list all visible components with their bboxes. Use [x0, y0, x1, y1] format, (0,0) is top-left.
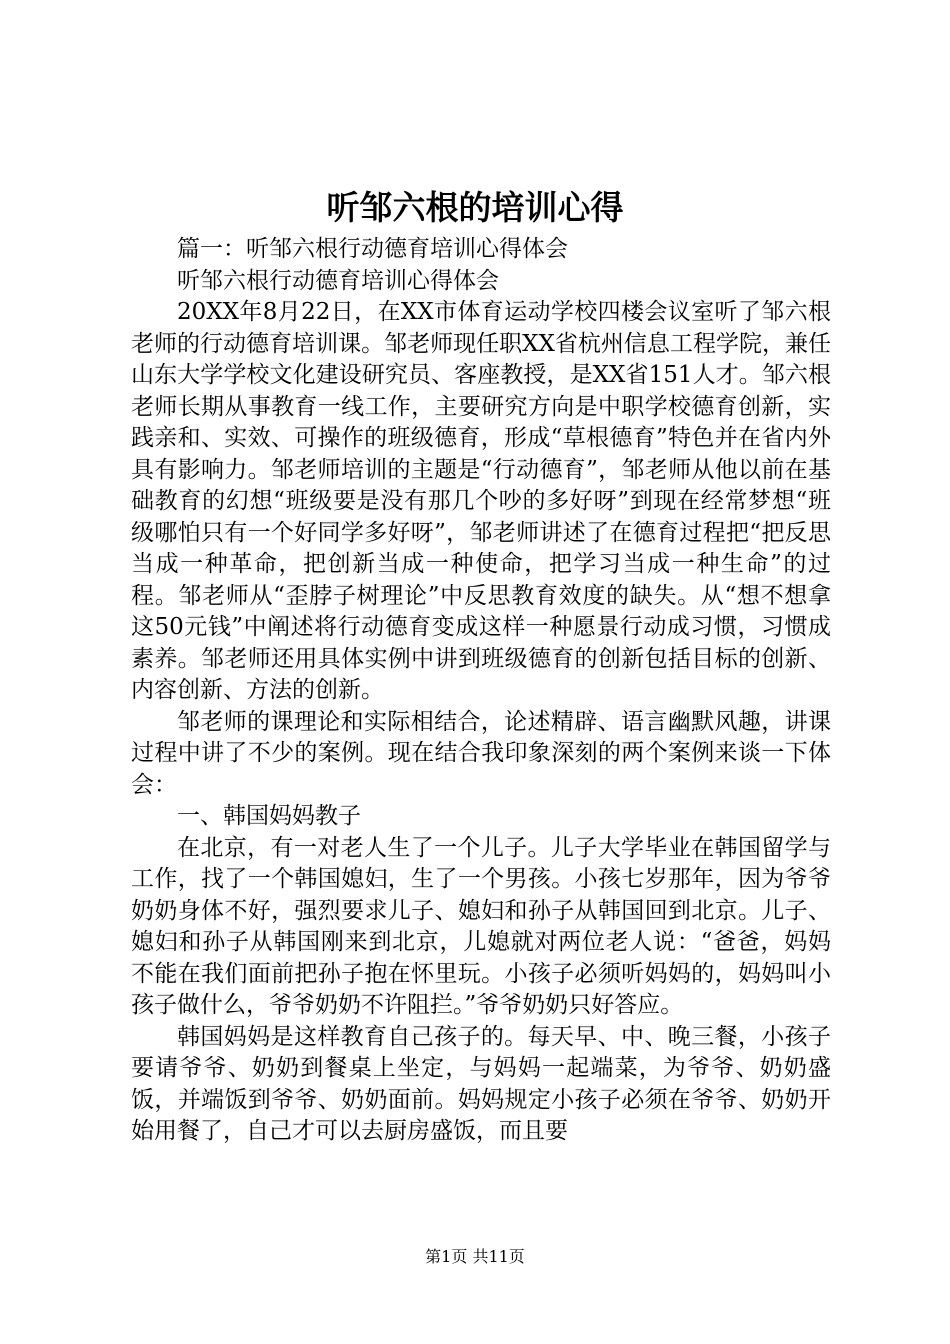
document-body [131, 234, 831, 1148]
paragraph: 在北京，有一对老人生了一个儿子。儿子大学毕业在韩国留学与工作，找了一个韩国媳妇，生了一个男孩。小孩七岁那年，因为爷爷奶奶身体不好，强烈要求儿子、媳妇和孙子从韩国回到北京。儿子、媳妇和孙子从韩国刚来到北京，儿媳就对两位老人说：“爸爸，妈妈不能在我们面前把孙子抱在怀里玩。小孩子必须听妈妈的，妈妈叫小孩子做什么，爷爷奶奶不许阻拦。”爷爷奶奶只好答应。 [131, 834, 831, 1018]
paragraph: 邹老师的课理论和实际相结合，论述精辟、语言幽默风趣，讲课过程中讲了不少的案例。现在结合我印象深刻的两个案例来谈一下体会： [131, 708, 831, 798]
section-heading: 一、韩国妈妈教子 [177, 803, 361, 829]
paragraph: 韩国妈妈是这样教育自己孩子的。每天早、中、晚三餐，小孩子要请爷爷、奶奶到餐桌上坐定，与妈妈一起端菜，为爷爷、奶奶盛饭，并端饭到爷爷、奶奶面前。妈妈规定小孩子必须在爷爷、奶奶开始用餐了，自己才可以去厨房盛饭，而且要 [131, 1023, 831, 1144]
paragraph: 20XX年8月22日，在XX市体育运动学校四楼会议室听了邹六根老师的行动德育培训课。邹老师现任职XX省杭州信息工程学院，兼任山东大学学校文化建设研究员、客座教授，是XX省151人才。邹六根老师长期从事教育一线工作，主要研究方向是中职学校德育创新，实践亲和、实效、可操作的班级德育，形成“草根德育”特色并在省内外具有影响力。邹老师培训的主题是“行动德育”，邹老师从他以前在基础教育的幻想“班级要是没有那几个吵的多好呀”到现在经常梦想“班级哪怕只有一个好同学多好呀”，邹老师讲述了在德育过程把“把反思当成一种革命，把创新当成一种使命，把学习当成一种生命”的过程。邹老师从“歪脖子树理论”中反思教育效度的缺失。从“想不想拿这50元钱”中阐述将行动德育变成这样一种愿景行动成习惯，习惯成素养。邹老师还用具体实例中讲到班级德育的创新包括目标的创新、内容创新、方法的创新。 [131, 299, 831, 703]
paragraph: 篇一：听邹六根行动德育培训心得体会 [177, 236, 568, 262]
paragraph: 听邹六根行动德育培训心得体会 [177, 267, 499, 294]
document-title: 听邹六根的培训心得 [326, 188, 624, 227]
page-footer: 第1页 共11页 [425, 1247, 525, 1266]
